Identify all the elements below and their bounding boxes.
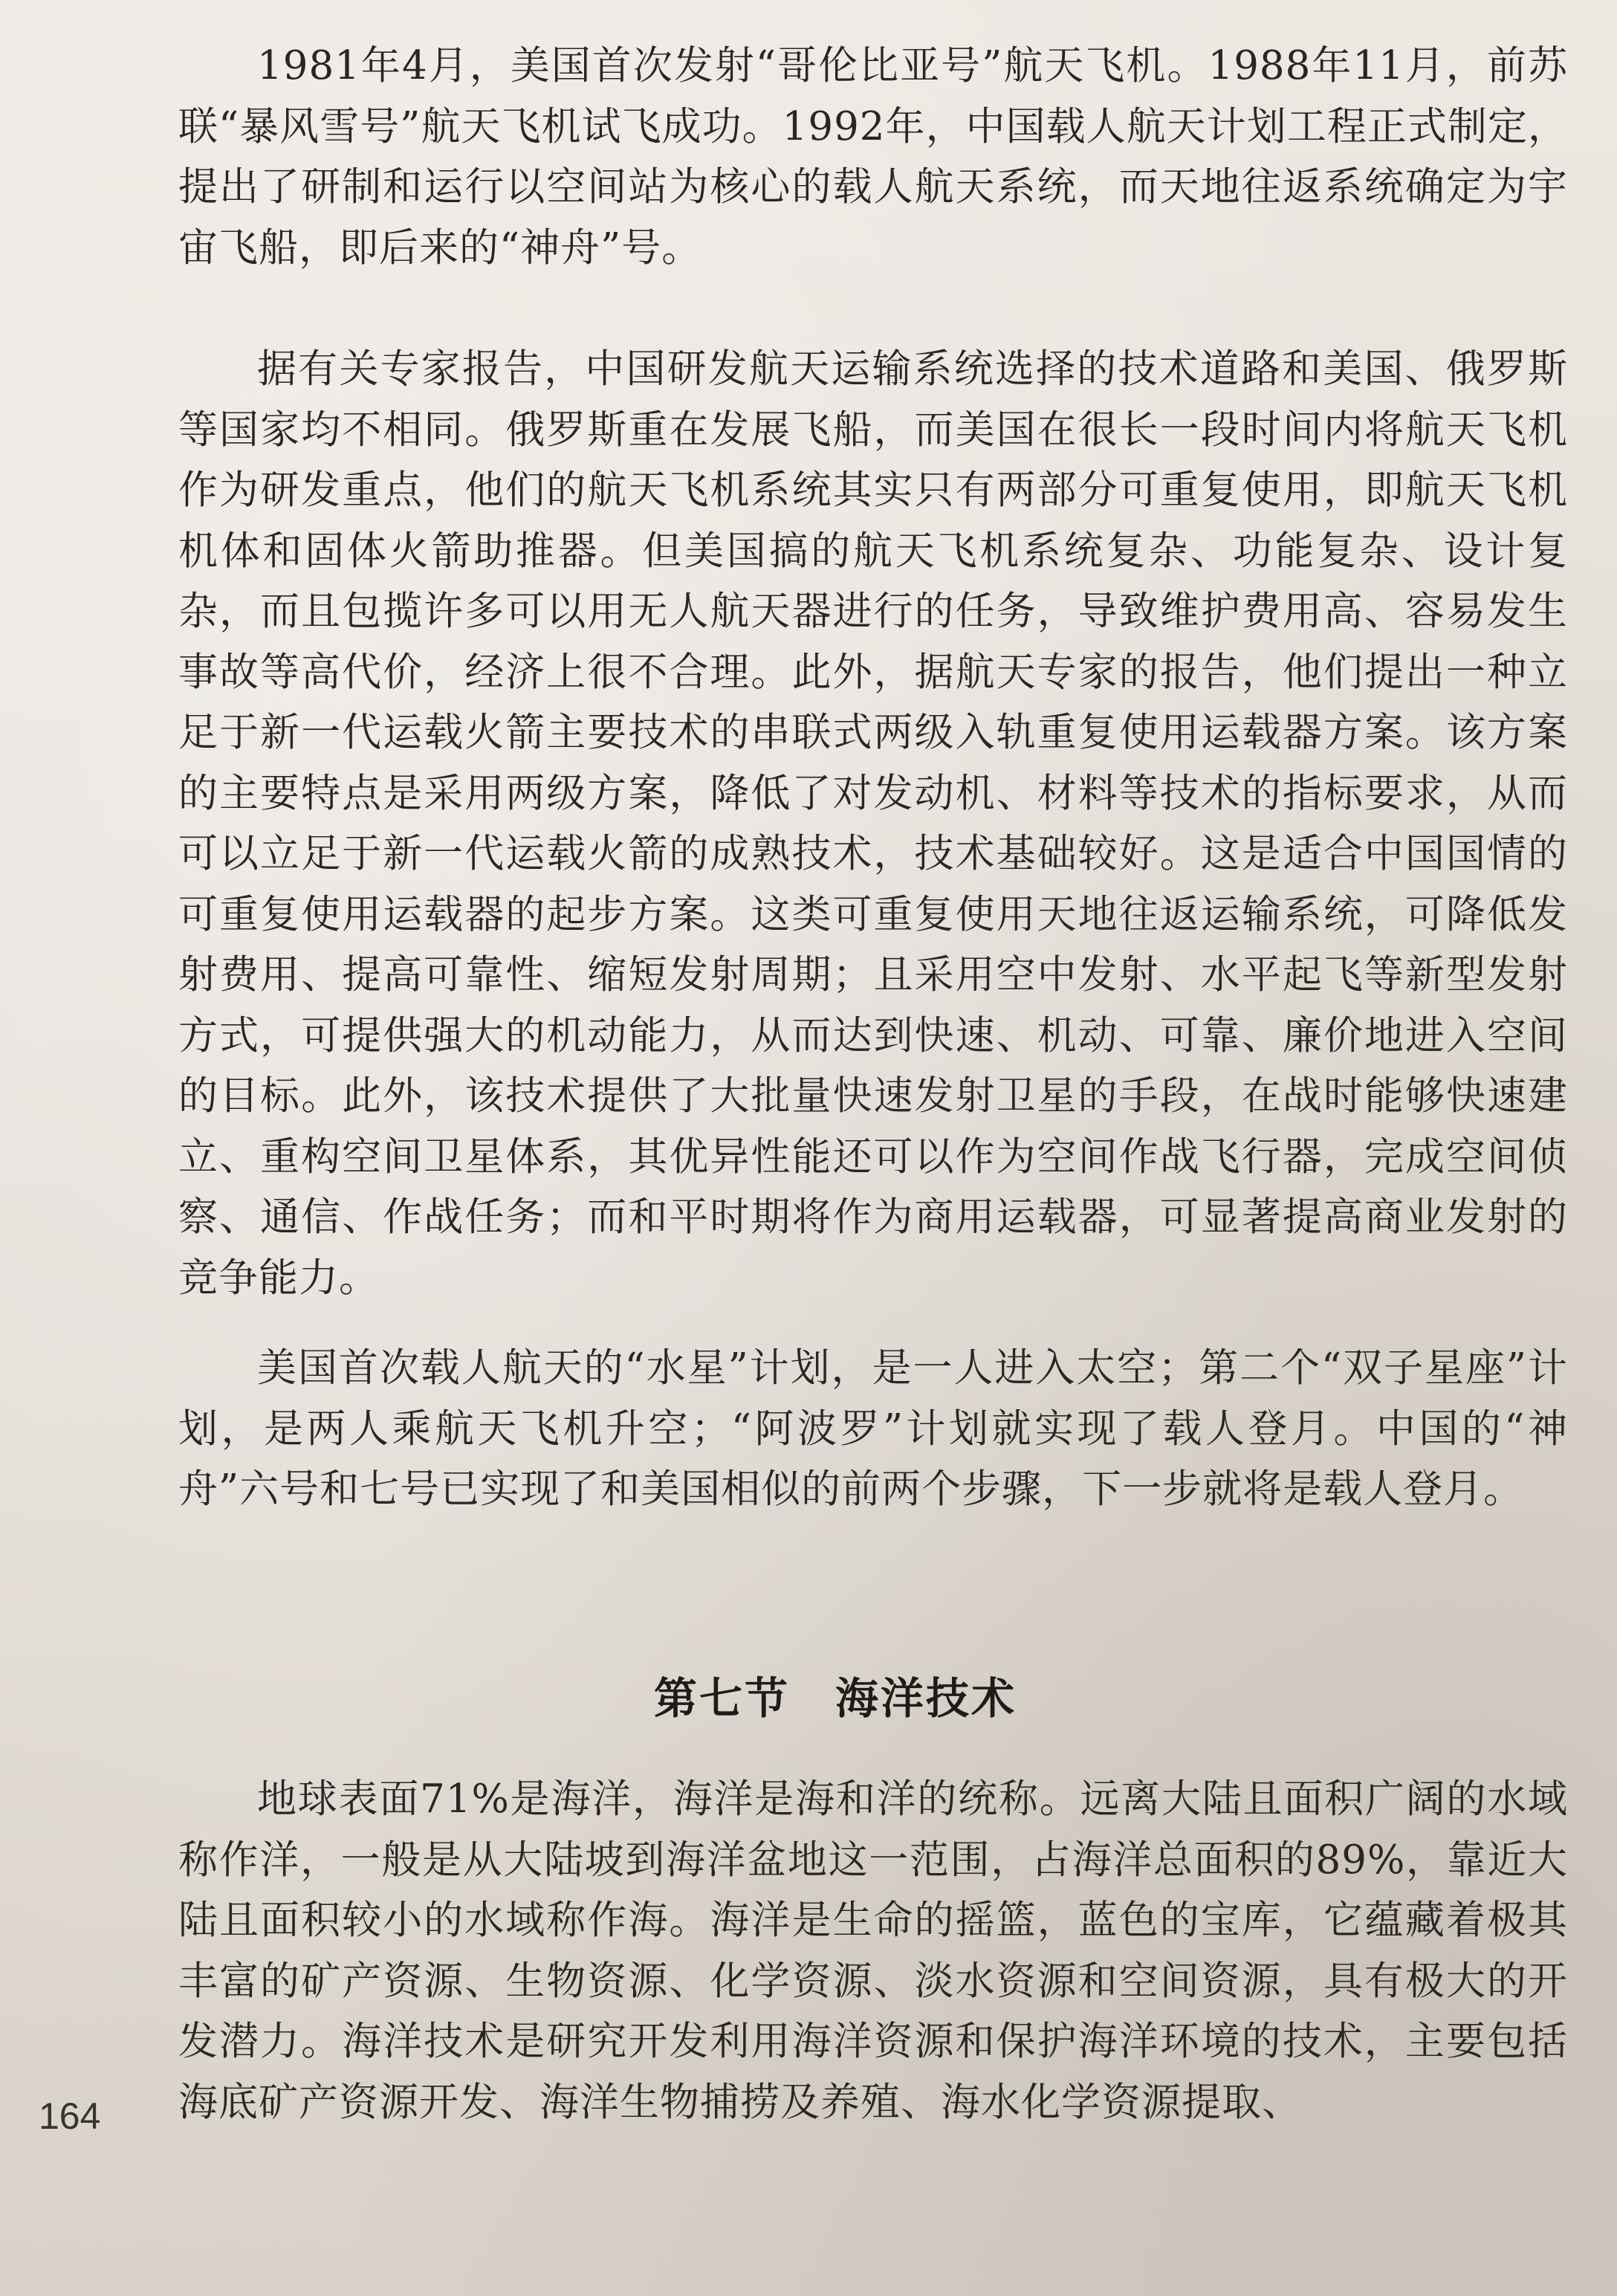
paragraph-moon-landing: 美国首次载人航天的“水星”计划，是一人进入太空；第二个“双子星座”计划，是两人乘航天飞机升空；“阿波罗”计划就实现了载人登月。中国的“神舟”六号和七号已实现了和美国相似的前两个步骤，下一步就将是载人登月。 [178, 1345, 1568, 1512]
paragraph-ocean-technology: 地球表面71%是海洋，海洋是海和洋的统称。远离大陆且面积广阔的水域称作洋，一般是从大陆坡到海洋盆地这一范围，占海洋总面积的89%，靠近大陆且面积较小的水域称作海。海洋是生命的摇篮，蓝色的宝库，它蕴藏着极其丰富的矿产资源、生物资源、化学资源、淡水资源和空间资源，具有极大的开发潜力。海洋技术是研究开发利用海洋资源和保护海洋环境的技术，主要包括海底矿产资源开发、海洋生物捕捞及养殖、海水化学资源提取、 [178, 1776, 1568, 2125]
book-page [178, 0, 1575, 2296]
section-heading: 第七节 海洋技术 [654, 1673, 1017, 1724]
page-number: 164 [39, 2095, 101, 2137]
paragraph-space-shuttle-history: 1981年4月，美国首次发射“哥伦比亚号”航天飞机。1988年11月，前苏联“暴风雪号”航天飞机试飞成功。1992年，中国载人航天计划工程正式制定，提出了研制和运行以空间站为核心的载人航天系统，而天地往返系统确定为宇宙飞船，即后来的“神舟”号。 [178, 43, 1568, 271]
paragraph-reusable-launch-system: 据有关专家报告，中国研发航天运输系统选择的技术道路和美国、俄罗斯等国家均不相同。俄罗斯重在发展飞船，而美国在很长一段时间内将航天飞机作为研发重点，他们的航天飞机系统其实只有两部分可重复使用，即航天飞机机体和固体火箭助推器。但美国搞的航天飞机系统复杂、功能复杂、设计复杂，而且包揽许多可以用无人航天器进行的任务，导致维护费用高、容易发生事故等高代价，经济上很不合理。此外，据航天专家的报告，他们提出一种立足于新一代运载火箭主要技术的串联式两级入轨重复使用运载器方案。该方案的主要特点是采用两级方案，降低了对发动机、材料等技术的指标要求，从而可以立足于新一代运载火箭的成熟技术，技术基础较好。这是适合中国国情的可重复使用运载器的起步方案。这类可重复使用天地往返运输系统，可降低发射费用、提高可靠性、缩短发射周期；且采用空中发射、水平起飞等新型发射方式，可提供强大的机动能力，从而达到快速、机动、可靠、廉价地进入空间的目标。此外，该技术提供了大批量快速发射卫星的手段，在战时能够快速建立、重构空间卫星体系，其优异性能还可以作为空间作战飞行器，完成空间侦察、通信、作战任务；而和平时期将作为商用运载器，可显著提高商业发射的竞争能力。 [178, 346, 1568, 1301]
